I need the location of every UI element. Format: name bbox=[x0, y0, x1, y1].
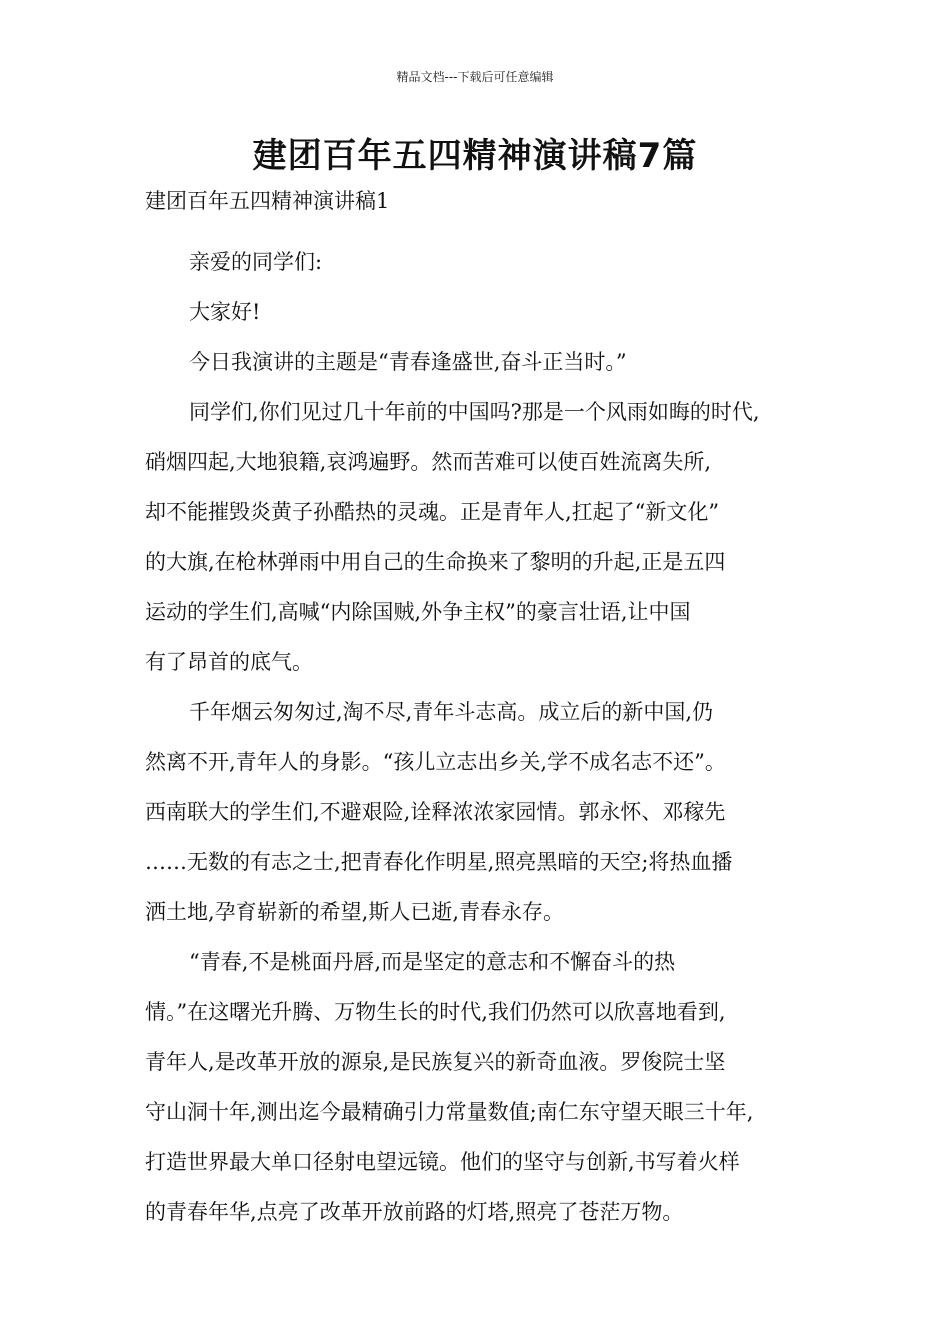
paragraph-line: 情。”在这曙光升腾、万物生长的时代,我们仍然可以欣喜地看到, bbox=[145, 1000, 726, 1024]
paragraph bbox=[145, 687, 817, 937]
paragraph-list bbox=[145, 237, 817, 1237]
header-note: 精品文档---下载后可任意编辑 bbox=[396, 70, 554, 84]
paragraph-line: 西南联大的学生们,不避艰险,诠释浓浓家园情。郭永怀、邓稼先 bbox=[145, 800, 726, 824]
paragraph bbox=[145, 387, 817, 687]
paragraph bbox=[145, 337, 817, 387]
paragraph-line: 运动的学生们,高喊“内除国贼,外争主权”的豪言壮语,让中国 bbox=[145, 600, 691, 624]
page-title: 建团百年五四精神演讲稿7篇 bbox=[252, 136, 698, 176]
paragraph-line: 的青春年华,点亮了改革开放前路的灯塔,照亮了苍茫万物。 bbox=[145, 1200, 684, 1224]
section-heading: 建团百年五四精神演讲稿1 bbox=[145, 189, 390, 213]
paragraph-line: 青年人,是改革开放的源泉,是民族复兴的新奇血液。罗俊院士坚 bbox=[145, 1050, 726, 1074]
paragraph-line: 千年烟云匆匆过,淘不尽,青年斗志高。成立后的新中国,仍 bbox=[189, 700, 714, 724]
paragraph bbox=[145, 287, 817, 337]
paragraph-line: 亲爱的同学们: bbox=[189, 250, 323, 274]
paragraph-line: 同学们,你们见过几十年前的中国吗?那是一个风雨如晦的时代, bbox=[189, 400, 760, 424]
paragraph-line: 今日我演讲的主题是“青春逢盛世,奋斗正当时。” bbox=[189, 350, 627, 374]
paragraph-line: “青春,不是桃面丹唇,而是坚定的意志和不懈奋斗的热 bbox=[189, 950, 676, 974]
paragraph-line: 打造世界最大单口径射电望远镜。他们的坚守与创新,书写着火样 bbox=[145, 1150, 740, 1174]
paragraph-line: 守山洞十年,测出迄今最精确引力常量数值;南仁东守望天眼三十年, bbox=[145, 1100, 754, 1124]
paragraph-line: 洒土地,孕育崭新的希望,斯人已逝,青春永存。 bbox=[145, 900, 565, 924]
paragraph-line: 却不能摧毁炎黄子孙酷热的灵魂。正是青年人,扛起了“新文化” bbox=[145, 500, 720, 524]
paragraph-line: 然离不开,青年人的身影。“孩儿立志出乡关,学不成名志不还”。 bbox=[145, 750, 726, 774]
paragraph-line: 有了昂首的底气。 bbox=[145, 650, 313, 674]
paragraph-line: 大家好! bbox=[189, 300, 261, 324]
paragraph bbox=[145, 937, 817, 1237]
paragraph bbox=[145, 237, 817, 287]
document-body bbox=[145, 187, 817, 1237]
paragraph-line: 硝烟四起,大地狼籍,哀鸿遍野。然而苦难可以使百姓流离失所, bbox=[145, 450, 712, 474]
paragraph-line: 的大旗,在枪林弹雨中用自己的生命换来了黎明的升起,正是五四 bbox=[145, 550, 726, 574]
paragraph-line: ……无数的有志之士,把青春化作明星,照亮黑暗的天空;将热血播 bbox=[145, 850, 733, 874]
